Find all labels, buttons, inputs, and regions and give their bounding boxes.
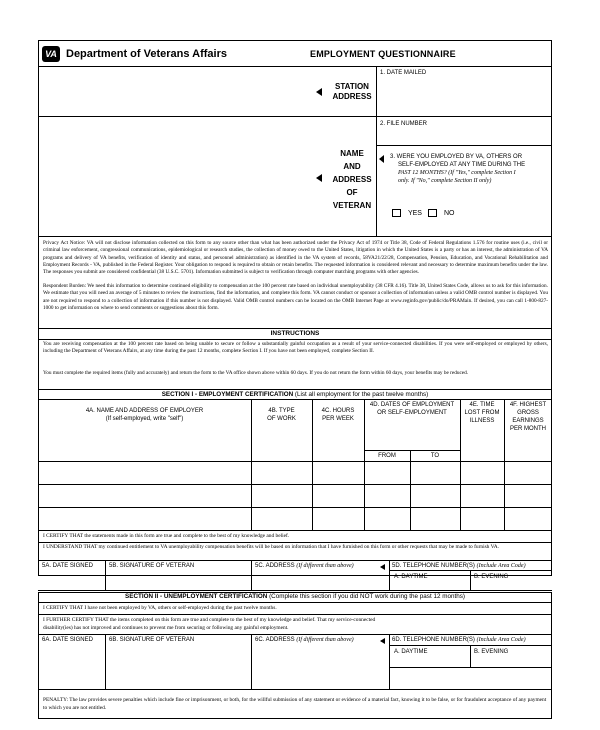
divider: [470, 570, 471, 590]
divider: [38, 399, 552, 400]
evening-label-1: B. EVENING: [474, 574, 509, 580]
q3-line1: 3. WERE YOU EMPLOYED BY VA, OTHERS OR: [390, 154, 523, 160]
evening-label-2: B. EVENING: [474, 649, 509, 655]
agency-name: Department of Veterans Affairs: [66, 48, 227, 60]
yes-option[interactable]: [392, 209, 422, 219]
daytime-label-2: A. DAYTIME: [394, 649, 428, 655]
section2-certify: I CERTIFY THAT I have not been employed by VA, others or self-employed during the past twelve months.: [43, 605, 277, 611]
instructions-title: INSTRUCTIONS: [270, 330, 320, 337]
date-mailed-field[interactable]: [377, 78, 551, 115]
phone-label-2-text: 6D. TELEPHONE NUMBER(S): [392, 637, 475, 643]
address-label-2-text: 6C. ADDRESS: [255, 637, 295, 643]
divider: [38, 542, 552, 543]
section1-title: [38, 391, 552, 399]
divider: [389, 634, 390, 689]
col-b-l1: 4B. TYPE: [268, 408, 295, 414]
divider: [364, 450, 460, 451]
col-employer-header: [38, 407, 251, 423]
address-label-1: [255, 562, 354, 570]
phone-note-2: (Include Area Code): [476, 637, 526, 643]
col-timelost-header: [460, 401, 504, 425]
section2-subtitle: (Complete this section if you did NOT work during the past 12 months): [269, 593, 465, 600]
address-field-2[interactable]: [252, 645, 388, 688]
section2-further-l1: I FURTHER CERTIFY THAT the items completed on this form are true and complete to the best of my knowledge and belief. That my service-connected: [43, 617, 376, 623]
divider: [389, 560, 390, 590]
divider: [38, 634, 552, 635]
col-e-l3: ILLNESS: [469, 418, 495, 424]
col-hours-header: [312, 407, 364, 423]
section2-further-l2: disability(ies) has not improved and continues to prevent me from securing or following any gainful employment.: [43, 625, 289, 631]
phone-label-1-text: 5D. TELEPHONE NUMBER(S): [392, 563, 475, 569]
col-earnings-header: [504, 401, 552, 433]
veteran-label-l3: ADDRESS: [332, 175, 372, 184]
section1-understand: I UNDERSTAND THAT my continued entitlement to VA unemployability compensation benefits will be based on information that I have furnished on this form or other requests that may be made to furnish VA.: [43, 544, 500, 550]
file-number-label: 2. FILE NUMBER: [380, 121, 428, 127]
divider: [389, 667, 552, 668]
form-title: EMPLOYMENT QUESTIONNAIRE: [310, 49, 456, 59]
col-f-l3: EARNINGS: [512, 418, 544, 424]
divider: [38, 614, 552, 615]
section2-further: [43, 616, 548, 632]
arrow-icon: [380, 564, 385, 570]
section1-certify: I CERTIFY THAT the statements made in this form are true and complete to the best of my knowledge and belief.: [43, 533, 290, 539]
col-c-l2: PER WEEK: [322, 416, 354, 422]
section2-title: [38, 593, 552, 601]
respondent-burden: Respondent Burden: We need this information to determine continued eligibility to compensation at the 100 percent rate based on individual unemployability (38 CFR 4.16). Title 38, United States Code, allows us to ask for this information. We estimate that you will need an average of 5 minutes to review the instructions, find the information, and complete this form. VA cannot conduct or sponsor a collection of information unless a valid OMB control number is displayed. You are not required to respond to a collection of information if this number is not displayed. Valid OMB control numbers can be located on the OMB Internet Page at www.reginfo.gov/public/do/PRAMain. If desired, you can call 1-800-827-1000 to get information on where to send comments or suggestions about this form.: [43, 283, 548, 311]
privacy-act-notice: Privacy Act Notice: VA will not disclose information collected on this form to any source other than what has been authorized under the Privacy Act of 1974 or Title 38, Code of Federal Regulations 1.576 for routine uses (i.e., civil or criminal law enforcement, congressional communications, epidemiological or research studies, the collection of money owed to the United States, litigation in which the United States is a party or has an interest, the administration of VA programs and delivery of VA benefits, verification of identity and status, and personnel administration) as identified in the VA system of records, 58VA21/22/28, Compensation, Pension, Education, and Vocational Rehabilitation and Employment Records - VA, published in the Federal Register. Your obligation to respond is required to obtain or retain benefits. The requested information is considered relevant and necessary to determine maximum benefits under the law. The responses you submit are considered confidential (38 U.S.C. 5701). Information submitted is subject to verification through computer matching programs with other agencies.: [43, 240, 548, 276]
station-address-label: [326, 82, 378, 102]
divider: [38, 560, 552, 561]
veteran-label-l2: AND: [343, 162, 361, 171]
employment-row[interactable]: [39, 508, 551, 530]
col-to-header: TO: [430, 453, 440, 459]
col-f-l1: 4F. HIGHEST: [509, 402, 547, 408]
col-type-header: [251, 407, 312, 423]
arrow-icon: [316, 88, 322, 96]
instructions-p1: You are receiving compensation at the 100 percent rate based on being unable to secure or follow a substantially gainful occupation as a result of your service-connected disabilities. If you were self-employed or employed by others, including the Department of Veterans Affairs, at any time during the past 12 months, complete Section I. If you have not been employed, complete Section II.: [43, 341, 548, 355]
section1-subtitle: (List all employment for the past twelve months): [294, 391, 429, 398]
date-signed-label-2: 6A. DATE SIGNED: [42, 637, 93, 643]
penalty-statement: PENALTY: The law provides severe penalties which include fine or imprisonment, or both, for the willful submission of any statement or evidence of a material fact, knowing it to be false, or for fraudulent acceptance of any payment to which you are not entitled.: [43, 697, 547, 711]
instructions-p2: You must complete the required items (fully and accurately) and return the form to the VA office shown above within 60 days. If you do not return the form within 60 days, your benefits may be reduced.: [43, 370, 469, 376]
veteran-label: [326, 147, 378, 212]
divider: [376, 145, 552, 146]
address-note-1: (If different than above): [296, 563, 354, 569]
section1-title-text: SECTION I - EMPLOYMENT CERTIFICATION: [161, 391, 294, 398]
divider: [470, 645, 471, 667]
va-logo: VA: [42, 46, 60, 62]
divider: [38, 689, 552, 690]
phone-note-1: (Include Area Code): [476, 563, 526, 569]
col-d-l2: OR SELF-EMPLOYMENT: [377, 410, 447, 416]
date-mailed-label: 1. DATE MAILED: [380, 70, 427, 76]
col-c-l1: 4C. HOURS: [321, 408, 355, 414]
veteran-label-l5: VETERAN: [332, 201, 372, 210]
daytime-label-1: A. DAYTIME: [394, 574, 428, 580]
section2-title-text: SECTION II - UNEMPLOYMENT CERTIFICATION: [125, 593, 268, 600]
divider: [38, 339, 552, 340]
col-from-header: FROM: [378, 453, 396, 459]
no-checkbox[interactable]: [428, 209, 437, 217]
date-signed-field-2[interactable]: [39, 645, 104, 688]
q3-line2: SELF-EMPLOYED AT ANY TIME DURING THE: [398, 162, 526, 168]
station-line1: STATION: [335, 82, 369, 91]
question-3: [390, 153, 552, 185]
col-e-l1: 4E. TIME: [469, 402, 495, 408]
arrow-icon: [380, 638, 385, 644]
veteran-label-l1: NAME: [340, 149, 364, 158]
arrow-icon: [379, 155, 384, 163]
col-e-l2: LOST FROM: [464, 410, 500, 416]
veteran-label-l4: OF: [346, 188, 358, 197]
q3-line3: PAST 12 MONTHS? (If "Yes," complete Section I: [398, 170, 516, 176]
address-label-1-text: 5C. ADDRESS: [255, 563, 295, 569]
signature-field-2[interactable]: [106, 645, 250, 688]
no-label: NO: [443, 210, 455, 217]
address-note-2: (If different than above): [296, 637, 354, 643]
address-label-2: [255, 636, 354, 644]
col-d-l1: 4D. DATES OF EMPLOYMENT: [369, 402, 455, 408]
yes-label: YES: [407, 210, 422, 217]
col-a-l2: (If self-employed, write "self"): [105, 416, 184, 422]
yes-checkbox[interactable]: [392, 209, 401, 217]
veteran-address-field[interactable]: [39, 117, 315, 236]
station-line2: ADDRESS: [332, 92, 372, 101]
phone-label-2: [392, 636, 526, 644]
q3-line4: only. If "No," complete Section II only): [398, 178, 492, 184]
signature-field-1[interactable]: [106, 571, 250, 589]
employment-row[interactable]: [39, 462, 551, 484]
col-dates-header: [364, 401, 460, 417]
signature-label-2: 6B. SIGNATURE OF VETERAN: [109, 637, 195, 643]
employment-row[interactable]: [39, 485, 551, 507]
file-number-field[interactable]: [377, 129, 551, 144]
divider: [38, 590, 552, 591]
col-f-l4: PER MONTH: [510, 426, 546, 432]
address-field-1[interactable]: [252, 571, 388, 589]
divider: [38, 602, 552, 603]
date-signed-label-1: 5A. DATE SIGNED: [42, 563, 93, 569]
col-f-l2: GROSS: [517, 410, 539, 416]
station-address-field[interactable]: [39, 67, 315, 115]
divider: [38, 530, 552, 531]
arrow-icon: [316, 174, 322, 182]
signature-label-1: 5B. SIGNATURE OF VETERAN: [109, 563, 195, 569]
col-b-l2: OF WORK: [267, 416, 296, 422]
phone-label-1: [392, 562, 526, 570]
date-signed-field-1[interactable]: [39, 571, 104, 589]
no-option[interactable]: [428, 209, 454, 219]
col-a-l1: 4A. NAME AND ADDRESS OF EMPLOYER: [85, 408, 204, 414]
